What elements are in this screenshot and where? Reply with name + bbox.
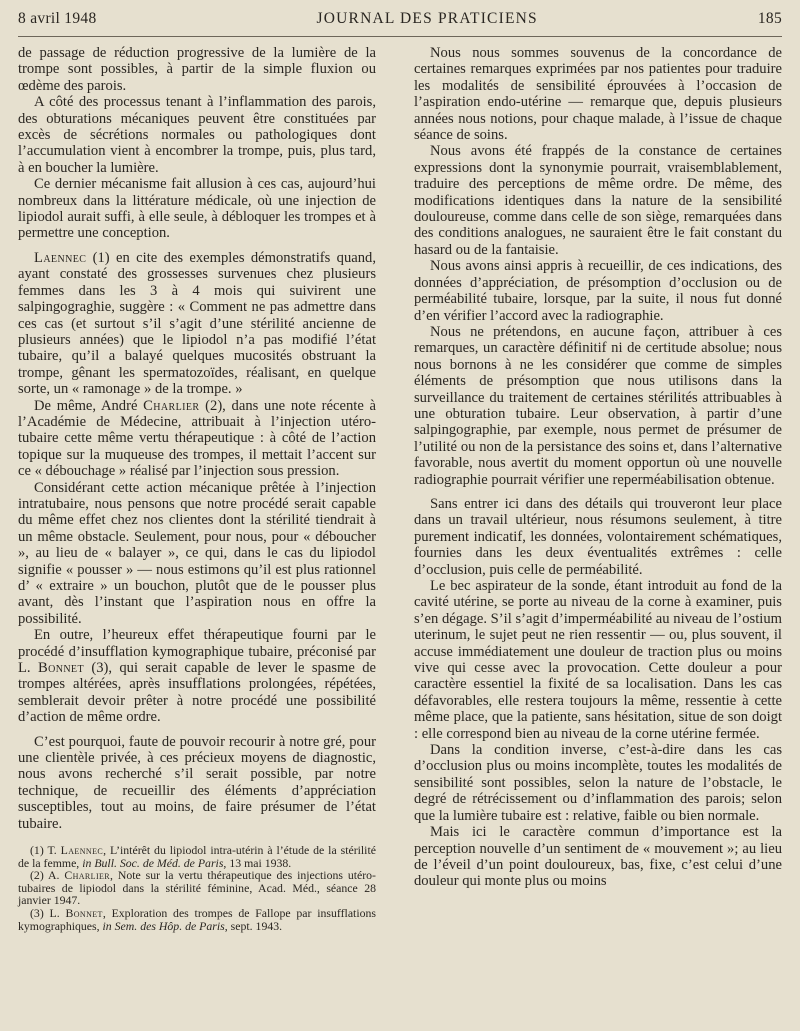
right-column	[414, 45, 782, 932]
footnote-text: , Note sur la vertu thérapeutique des injections utéro-tubaires de lipiodol dans la stérilité féminine, Acad. Méd., séance 28 janvier 1947.	[18, 868, 376, 908]
footnote-text: , sept. 1943.	[224, 918, 283, 933]
footnote-text: (3) L.	[30, 906, 66, 921]
paragraph: Considérant cette action mécanique prêtée à l’injection intratubaire, nous pensons que notre procédé serait capable du même effet chez nos clientes dont la stérilité tiendrait à un même obstacle. Seulement, pour nous, pour « déboucher », au lieu de « balayer », ce qui, dans le cas du lipiodol signifie « pousser » — nous estimons qu’il est plus rationnel d’ « extraire » un bouchon, plutôt que de le pousser plus avant, dès l’instant que l’aspiration nous en offre la possibilité.	[18, 479, 376, 627]
left-column	[18, 45, 376, 932]
footnote-text: (1) T.	[30, 843, 61, 858]
footnotes	[18, 844, 376, 932]
paragraph-text: (1) en cite des exemples démonstratifs quand, ayant constaté des grossesses survenues chez plusieurs femmes dans les 3 à 4 mois qui suivirent une salpingograghie, suggère : « Comment ne pas admettre dans ces cas (et surtout s’il s’agit d’une stérilité ancienne de plusieurs années) que le lipiodol n’a pas modifié l’état tubaire, qu’il a balayé quelques mucosités obstruant la trompe, gênant les spermatozoïdes, réalisant, en quelque sorte, un « ramonage » de la trompe. »	[18, 249, 376, 398]
author-name: Bonnet	[37, 660, 84, 677]
page-header	[18, 10, 782, 37]
footnote	[18, 907, 376, 932]
paragraph: Nous nous sommes souvenus de la concordance de certaines remarques exprimées par nos patientes pour traduire les modalités de sensibilité éprouvées à l’occasion de l’aspiration endo-utérine — remarque que, depuis plusieurs années nous notions, pour chaque malade, à l’issue de chaque séance de soins.	[414, 45, 782, 144]
footnote-text: , Exploration des trompes de Fallope par insufflations kymographiques,	[18, 906, 376, 933]
footnote-text: (2) A.	[30, 868, 65, 883]
author-name: Charlier	[143, 397, 200, 414]
journal-title: JOURNAL DES PRATICIENS	[316, 10, 538, 27]
author-name: Charlier	[64, 868, 111, 883]
paragraph: de passage de réduction progressive de la lumière de la trompe sont possibles, à partir de la simple fluxion ou œdème des parois.	[18, 45, 376, 94]
paragraph: Sans entrer ici dans des détails qui trouveront leur place dans un travail ultérieur, nous résumons seulement, à titre purement indicatif, les données, volontairement schématiques, fournies dans les deux éventualités extrêmes : celle d’occlusion, puis celle de perméabilité.	[414, 495, 782, 578]
issue-date: 8 avril 1948	[18, 10, 97, 27]
paragraph-text: De même, André	[34, 397, 144, 414]
footnote-text: , 13 mai 1938.	[223, 855, 292, 870]
author-name: Laennec	[60, 843, 104, 858]
paragraph-text: (3), qui serait capable de lever le spasme de trompes altérées, après insufflations prolongées, répétées, semblerait devoir prêter à notre procédé une possibilité d’action de même ordre.	[18, 660, 376, 726]
paragraph-text: En outre, l’heureux effet thérapeutique fourni par le procédé d’insufflation kymographique tubaire, préconisé par L.	[18, 627, 376, 677]
paragraph: Nous avons été frappés de la constance de certaines expressions dont la synonymie pourrait, vraisemblablement, traduire des perceptions de même ordre. De même, des modifications identiques dans la nature de la sensibilité douloureuse, comme dans celle de son siège, remarquées dans des conditions analogues, ne sauraient être le fait constant du hasard ou de la fantaisie.	[414, 143, 782, 258]
paragraph-text: (2), dans une note récente à l’Académie de Médecine, attribuait à l’injection utéro-tubaire cette même vertu thérapeutique : à côté de l’action topique sur la muqueuse des trompes, il mettait l’accent sur ce « débouchage » réalisé par l’injection sous pression.	[18, 397, 376, 480]
paragraph: Dans la condition inverse, c’est-à-dire dans les cas d’occlusion plus ou moins incomplète, toutes les modalités de sensibilité sont possibles, selon la nature de l’obstacle, le degré de rétrécissement ou d’inflammation des parois; selon que la lumière tubaire est : relative, faible ou bien normale.	[414, 742, 782, 824]
footnote-source: in Bull. Soc. de Méd. de Paris	[82, 855, 224, 870]
footnote-text: , L’intérêt du lipiodol intra-utérin à l’étude de la stérilité de la femme,	[18, 843, 376, 870]
paragraph: A côté des processus tenant à l’inflammation des parois, des obturations mécaniques peuvent être constituées par excès de sécrétions normales ou pathologiques dont l’accumulation vient à encombrer la trompe, puis, plus tard, à en boucher la lumière.	[18, 94, 376, 176]
page-number: 185	[757, 10, 782, 27]
paragraph: C’est pourquoi, faute de pouvoir recourir à notre gré, pour une clientèle privée, à ces précieux moyens de diagnostic, nous avons recherché s’il serait possible, par notre technique, de recueillir des éléments d’appréciation susceptibles, tout au moins, de faire présumer de l’état tubaire.	[18, 733, 376, 832]
paragraph: Mais ici le caractère commun d’importance est la perception nouvelle d’un sentiment de « mouvement »; au lieu de l’éveil d’un point douloureux, bas, fixe, c’est celui d’une douleur qui monte plus ou moins	[414, 824, 782, 890]
paragraph: Nous avons ainsi appris à recueillir, de ces indications, des données d’appréciation, de présomption d’occlusion ou de perméabilité tubaire, lorsque, par la suite, il nous fut donné d’en vérifier l’accord avec la radiographie.	[414, 258, 782, 324]
paragraph: Nous ne prétendons, en aucune façon, attribuer à ces remarques, un caractère définitif ni de certitude absolue; nous nous bornons à ne les considérer que comme de simples éléments de présomption que nous utilisons dans la surveillance du traitement de certaines stérilités attribuables à une obturation tubaire. Leur observation, à partir d’une salpingographie, par exemple, nous permet de présumer de l’utilité ou non de la persistance des soins et, dans l’alternative favorable, nous avertit du moment opportun où une nouvelle radiographie pourrait vérifier une reperméabilisation obtenue.	[414, 323, 782, 488]
paragraph	[18, 627, 376, 725]
footnote	[18, 869, 376, 907]
paragraph	[18, 250, 376, 398]
paragraph	[18, 398, 376, 480]
footnote-source: in Sem. des Hôp. de Paris	[102, 918, 225, 933]
paragraph: Le bec aspirateur de la sonde, étant introduit au fond de la cavité utérine, se porte au niveau de la corne à examiner, puis s’en dégage. S’il s’agit d’imperméabilité au niveau de l’ostium uterinum, le sujet peut ne rien ressentir — ou, plus souvent, il accuse immédiatement une douleur de traction plus ou moins vive qui cesse avec la provocation. Cette douleur a pour caractère essentiel la fixité de sa localisation. Dans les cas défavorables, elle restera toujours la même, ressentie à cette même place, que la patiente, sans hésitation, situe de son doigt : elle correspond bien au niveau de la corne utérine fermée.	[414, 578, 782, 742]
footnote	[18, 844, 376, 869]
author-name: Bonnet	[65, 906, 103, 921]
article-columns	[18, 45, 782, 932]
paragraph: Ce dernier mécanisme fait allusion à ces cas, aujourd’hui nombreux dans la littérature médicale, où une injection de lipiodol aurait suffi, à elle seule, à débloquer les trompes et à permettre une conception.	[18, 176, 376, 242]
author-name: Laennec	[34, 249, 87, 266]
